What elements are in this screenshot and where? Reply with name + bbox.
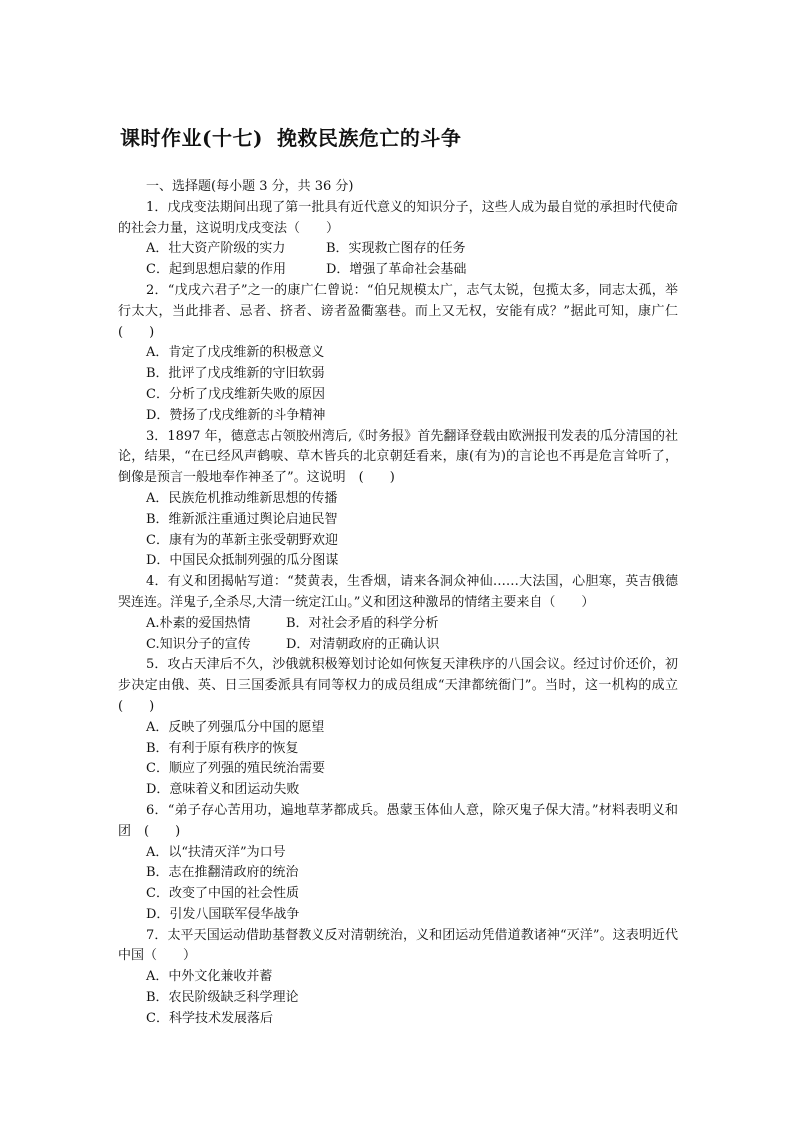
option-d: D．中国民众抵制列强的瓜分图谋: [146, 553, 339, 569]
question-5: [118, 655, 678, 801]
question-1: [118, 198, 678, 281]
question-7: [118, 926, 678, 1030]
option-c: C．起到思想启蒙的作用: [146, 262, 286, 278]
page-title: [120, 122, 678, 151]
option-c: C．康有为的革新主张受朝野欢迎: [146, 532, 338, 548]
option-d: D．增强了革命社会基础: [326, 262, 467, 278]
option-d: D．意味着义和团运动失败: [146, 782, 300, 798]
option-a: A.朴素的爱国热情: [146, 615, 251, 631]
option-d: D．引发八国联军侵华战争: [146, 906, 300, 922]
worksheet-page: [118, 118, 678, 1030]
option-c: C．分析了戊戌维新失败的原因: [146, 386, 325, 402]
question-stem: 2．“戊戌六君子”之一的康广仁曾说：“伯兄规模太广，志气太锐，包揽太多，同志太孤，举行太大，当此排者、忌者、挤者、谤者盈衢塞巷。而上又无权，安能有成？”据此可知，康广仁( ): [118, 282, 678, 340]
option-d: D．赞扬了戊戌维新的斗争精神: [146, 407, 326, 423]
question-stem: 6．“弟子存心苦用功，遍地草茅都成兵。愚蒙玉体仙人意，除灭鬼子保大清。”材料表明义和团 ( ): [118, 802, 678, 839]
question-4: [118, 572, 678, 655]
option-row: [146, 635, 678, 656]
option-a: A．以“扶清灭洋”为口号: [146, 844, 286, 860]
question-2: [118, 281, 678, 427]
option-c: C.知识分子的宣传: [146, 636, 251, 652]
option-row: [146, 260, 678, 281]
question-stem: 5．攻占天津后不久，沙俄就积极筹划讨论如何恢复天津秩序的八国会议。经过讨价还价，初步决定由俄、英、日三国委派具有同等权力的成员组成“天津都统衙门”。当时，这一机构的成立( ): [118, 657, 678, 714]
option-a: A．肯定了戊戌维新的积极意义: [146, 345, 325, 361]
question-stem: 7．太平天国运动借助基督教义反对清朝统治，义和团运动凭借道教诸神“灭洋”。这表明近代中国（ ）: [118, 927, 678, 964]
option-b: B．维新派注重通过舆论启迪民智: [146, 511, 338, 527]
question-6: [118, 801, 678, 926]
section-heading: 一、选择题(每小题 3 分，共 36 分): [146, 179, 354, 194]
question-stem: 4．有义和团揭帖写道：“焚黄表，生香烟，请来各洞众神仙……大法国，心胆寒，英吉俄德哭连连。洋鬼子,全杀尽,大清一统定江山。”义和团这种激昂的情绪主要来自（ ）: [118, 574, 678, 610]
option-row: [146, 239, 678, 260]
option-b: B．农民阶级缺乏科学理论: [146, 990, 299, 1006]
option-b: B．志在推翻清政府的统治: [146, 865, 299, 881]
question-stem: 1．戊戌变法期间出现了第一批具有近代意义的知识分子，这些人成为最自觉的承担时代使命的社会力量，这说明戊戌变法（ ）: [118, 199, 678, 236]
option-row: [146, 614, 678, 635]
worksheet-number: 课时作业(十七): [120, 126, 263, 150]
option-a: A．民族危机推动维新思想的传播: [146, 490, 338, 506]
option-b: B．有利于原有秩序的恢复: [146, 740, 299, 756]
option-a: A．反映了列强瓜分中国的愿望: [146, 719, 325, 735]
worksheet-topic: 挽救民族危亡的斗争: [276, 126, 462, 150]
option-d: D．对清朝政府的正确认识: [286, 636, 440, 652]
question-3: [118, 427, 678, 573]
option-b: B．实现救亡图存的任务: [326, 241, 466, 257]
option-c: C．科学技术发展落后: [146, 1010, 273, 1026]
option-c: C．顺应了列强的殖民统治需要: [146, 761, 325, 777]
option-b: B．对社会矛盾的科学分析: [286, 615, 439, 631]
question-stem: 3．1897 年，德意志占领胶州湾后,《时务报》首先翻译登载由欧洲报刊发表的瓜分清国的社论，结果，“在已经风声鹤唳、草木皆兵的北京朝廷看来，康(有为)的言论也不再是危言耸听了，倒像是预言一般地奉作神圣了”。这说明 ( ): [118, 428, 678, 486]
option-a: A．壮大资产阶级的实力: [146, 241, 286, 257]
option-b: B．批评了戊戌维新的守旧软弱: [146, 366, 325, 382]
option-a: A．中外文化兼收并蓄: [146, 969, 273, 985]
option-c: C．改变了中国的社会性质: [146, 886, 299, 902]
